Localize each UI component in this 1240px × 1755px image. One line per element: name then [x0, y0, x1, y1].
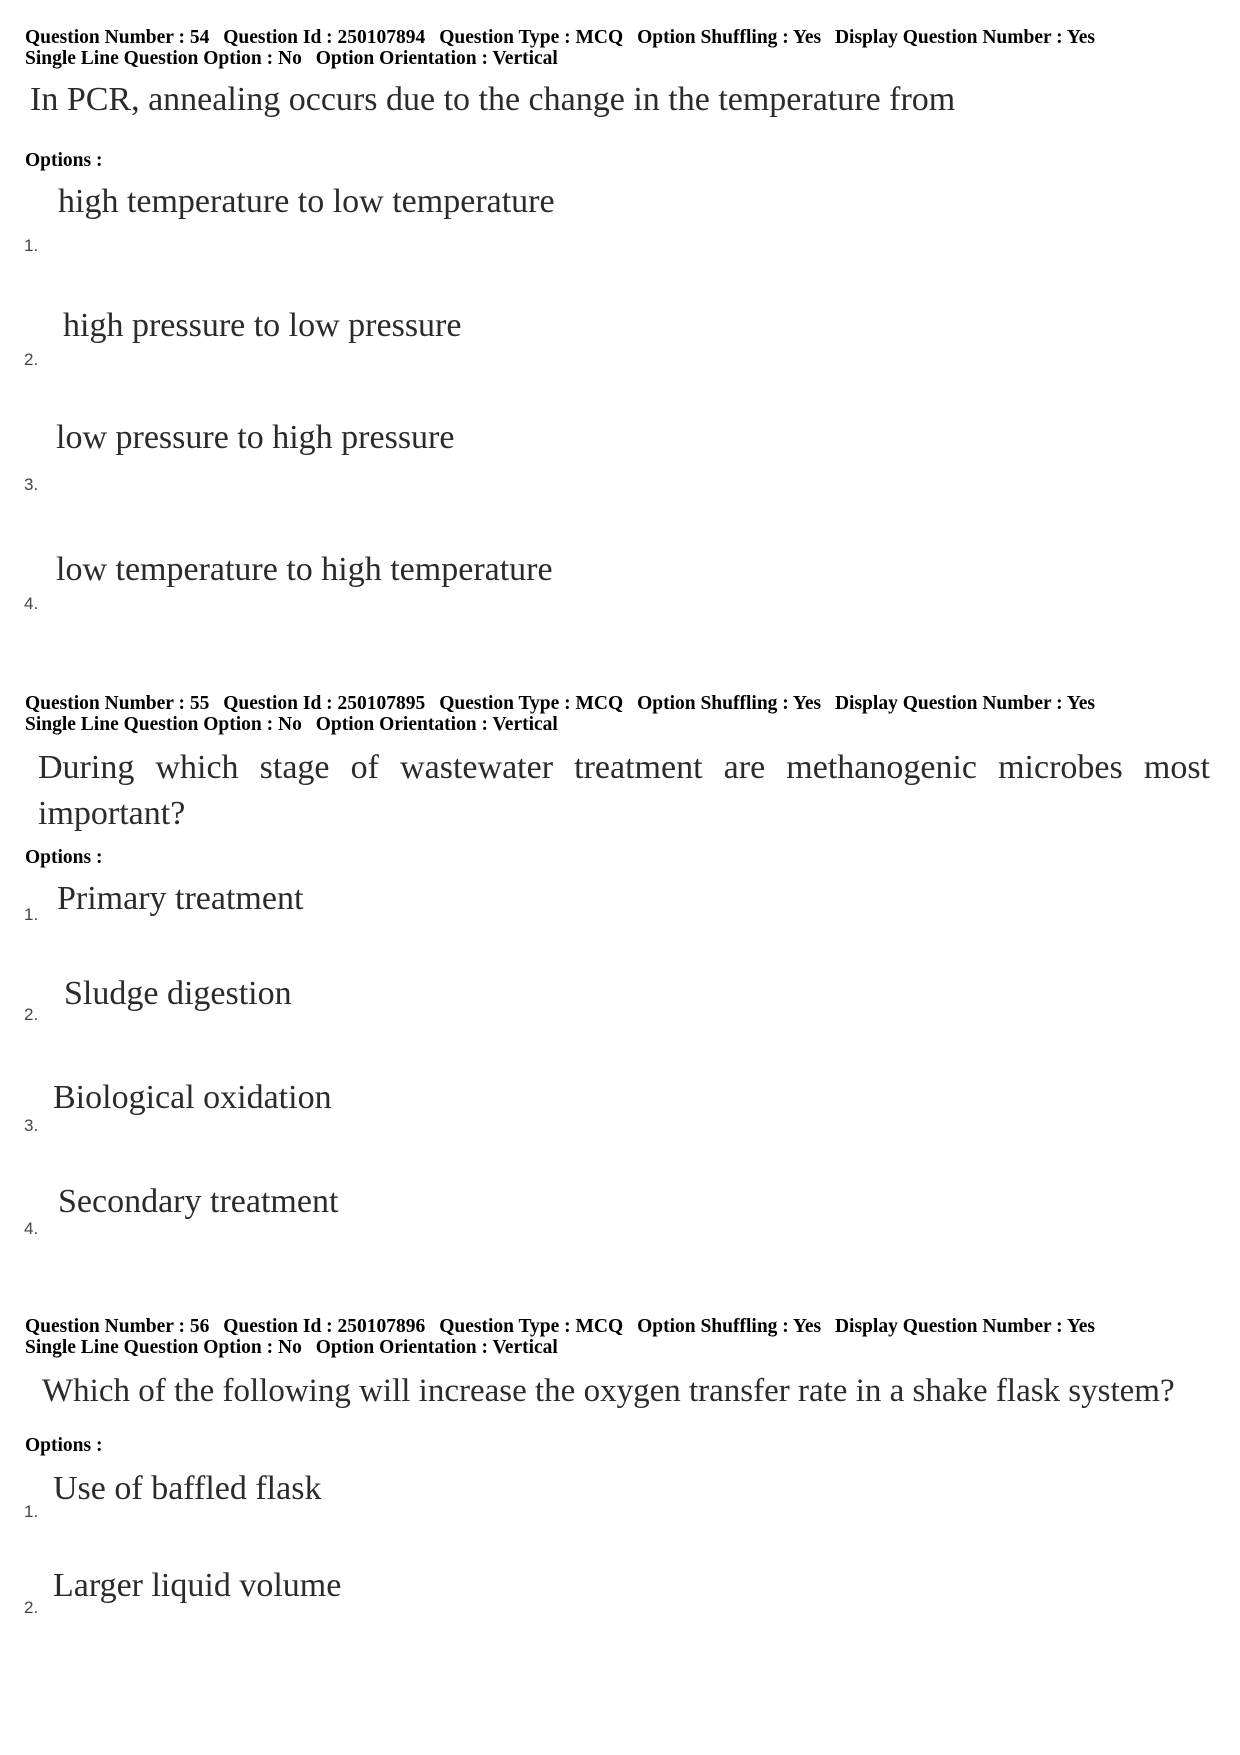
- question-meta-line-2: [25, 1337, 1225, 1358]
- meta-option-orientation: Option Orientation : Vertical: [315, 714, 558, 735]
- meta-question-number: Question Number : 56: [25, 1316, 210, 1337]
- option-text: Biological oxidation: [53, 1079, 332, 1116]
- option-text: high temperature to low temperature: [58, 183, 555, 220]
- meta-question-id: Question Id : 250107896: [223, 1316, 426, 1337]
- question-stem: During which stage of wastewater treatment are methanogenic microbes most important?: [38, 749, 1210, 832]
- option-number: 1.: [24, 236, 39, 255]
- meta-option-shuffling: Option Shuffling : Yes: [637, 1316, 822, 1337]
- meta-display-question-number: Display Question Number : Yes: [834, 27, 1095, 48]
- meta-single-line-option: Single Line Question Option : No: [25, 1337, 302, 1358]
- question-meta: [25, 693, 1225, 735]
- meta-question-type: Question Type : MCQ: [439, 27, 624, 48]
- question-meta-line-1: [25, 693, 1225, 714]
- option-text: Secondary treatment: [58, 1183, 339, 1220]
- meta-question-type: Question Type : MCQ: [439, 1316, 624, 1337]
- option-number: 4.: [24, 594, 39, 613]
- options-label: Options :: [25, 847, 103, 868]
- meta-option-shuffling: Option Shuffling : Yes: [637, 27, 822, 48]
- option-number: 1.: [24, 1502, 39, 1521]
- question-meta-line-2: [25, 714, 1225, 735]
- meta-question-type: Question Type : MCQ: [439, 693, 624, 714]
- question-meta-line-2: [25, 48, 1225, 69]
- meta-question-number: Question Number : 54: [25, 27, 210, 48]
- meta-option-orientation: Option Orientation : Vertical: [315, 48, 558, 69]
- option-text: Use of baffled flask: [53, 1470, 322, 1507]
- option-number: 4.: [24, 1219, 39, 1238]
- option-text: low temperature to high temperature: [56, 551, 553, 588]
- option-text: low pressure to high pressure: [56, 419, 455, 456]
- options-label: Options :: [25, 150, 103, 171]
- option-text: Larger liquid volume: [53, 1567, 342, 1604]
- option-number: 3.: [24, 475, 39, 494]
- option-number: 3.: [24, 1116, 39, 1135]
- meta-single-line-option: Single Line Question Option : No: [25, 48, 302, 69]
- question-stem: Which of the following will increase the oxygen transfer rate in a shake flask system?: [42, 1373, 1175, 1409]
- question-meta: [25, 27, 1225, 69]
- question-meta: [25, 1316, 1225, 1358]
- meta-question-id: Question Id : 250107895: [223, 693, 426, 714]
- question-stem: In PCR, annealing occurs due to the change in the temperature from: [30, 81, 956, 118]
- options-label: Options :: [25, 1435, 103, 1456]
- option-number: 2.: [24, 350, 39, 369]
- meta-single-line-option: Single Line Question Option : No: [25, 714, 302, 735]
- meta-option-shuffling: Option Shuffling : Yes: [637, 693, 822, 714]
- option-text: Sludge digestion: [64, 975, 292, 1012]
- option-text: Primary treatment: [57, 880, 304, 917]
- option-number: 2.: [24, 1005, 39, 1024]
- option-number: 2.: [24, 1598, 39, 1617]
- meta-display-question-number: Display Question Number : Yes: [834, 1316, 1095, 1337]
- question-meta-line-1: [25, 1316, 1225, 1337]
- meta-question-id: Question Id : 250107894: [223, 27, 426, 48]
- meta-option-orientation: Option Orientation : Vertical: [315, 1337, 558, 1358]
- meta-display-question-number: Display Question Number : Yes: [834, 693, 1095, 714]
- meta-question-number: Question Number : 55: [25, 693, 210, 714]
- option-number: 1.: [24, 905, 39, 924]
- option-text: high pressure to low pressure: [63, 307, 462, 344]
- question-meta-line-1: [25, 27, 1225, 48]
